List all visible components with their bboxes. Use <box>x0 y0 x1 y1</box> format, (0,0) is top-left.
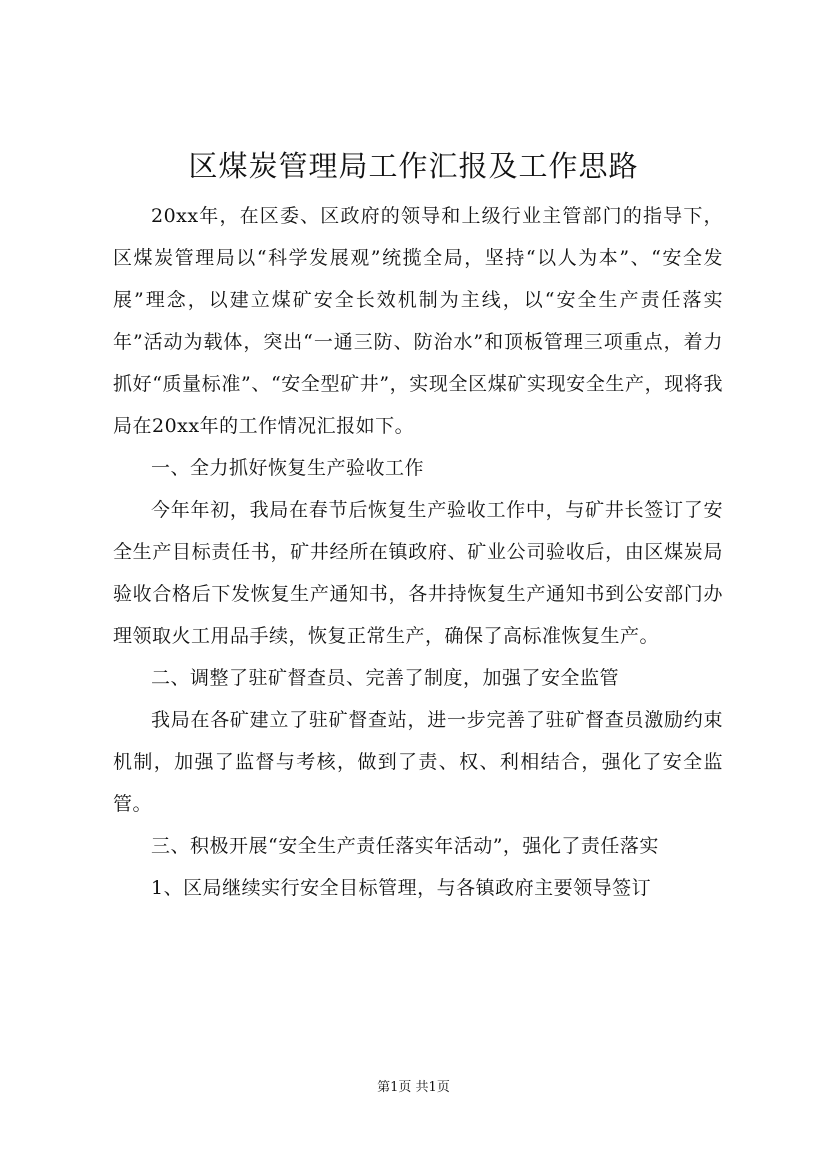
document-body <box>113 195 723 909</box>
section-2-paragraph: 我局在各矿建立了驻矿督查站，进一步完善了驻矿督查员激励约束机制，加强了监督与考核，做到了责、权、利相结合，强化了安全监管。 <box>113 709 723 815</box>
section-heading-3: 三、积极开展“安全生产责任落实年活动”，强化了责任落实 <box>151 835 659 857</box>
page-footer: 第1页 共1页 <box>377 1080 450 1095</box>
section-heading-2: 二、调整了驻矿督查员、完善了制度，加强了安全监管 <box>151 667 620 689</box>
document-title: 区煤炭管理局工作汇报及工作思路 <box>188 149 639 183</box>
section-3-item-1: 1、区局继续实行安全目标管理，与各镇政府主要领导签订 <box>151 877 652 899</box>
intro-paragraph: 20xx年，在区委、区政府的领导和上级行业主管部门的指导下，区煤炭管理局以“科学发展观”统揽全局，坚持“以人为本”、“安全发展”理念，以建立煤矿安全长效机制为主线，以“安全生产责任落实年”活动为载体，突出“一通三防、防治水”和顶板管理三项重点，着力抓好“质量标准”、“安全型矿井”，实现全区煤矿实现安全生产，现将我局在20xx年的工作情况汇报如下。 <box>113 205 723 437</box>
section-1-paragraph: 今年年初，我局在春节后恢复生产验收工作中，与矿井长签订了安全生产目标责任书，矿井经所在镇政府、矿业公司验收后，由区煤炭局验收合格后下发恢复生产通知书，各井持恢复生产通知书到公安部门办理领取火工用品手续，恢复正常生产，确保了高标准恢复生产。 <box>113 499 723 647</box>
section-heading-1: 一、全力抓好恢复生产验收工作 <box>151 457 425 479</box>
